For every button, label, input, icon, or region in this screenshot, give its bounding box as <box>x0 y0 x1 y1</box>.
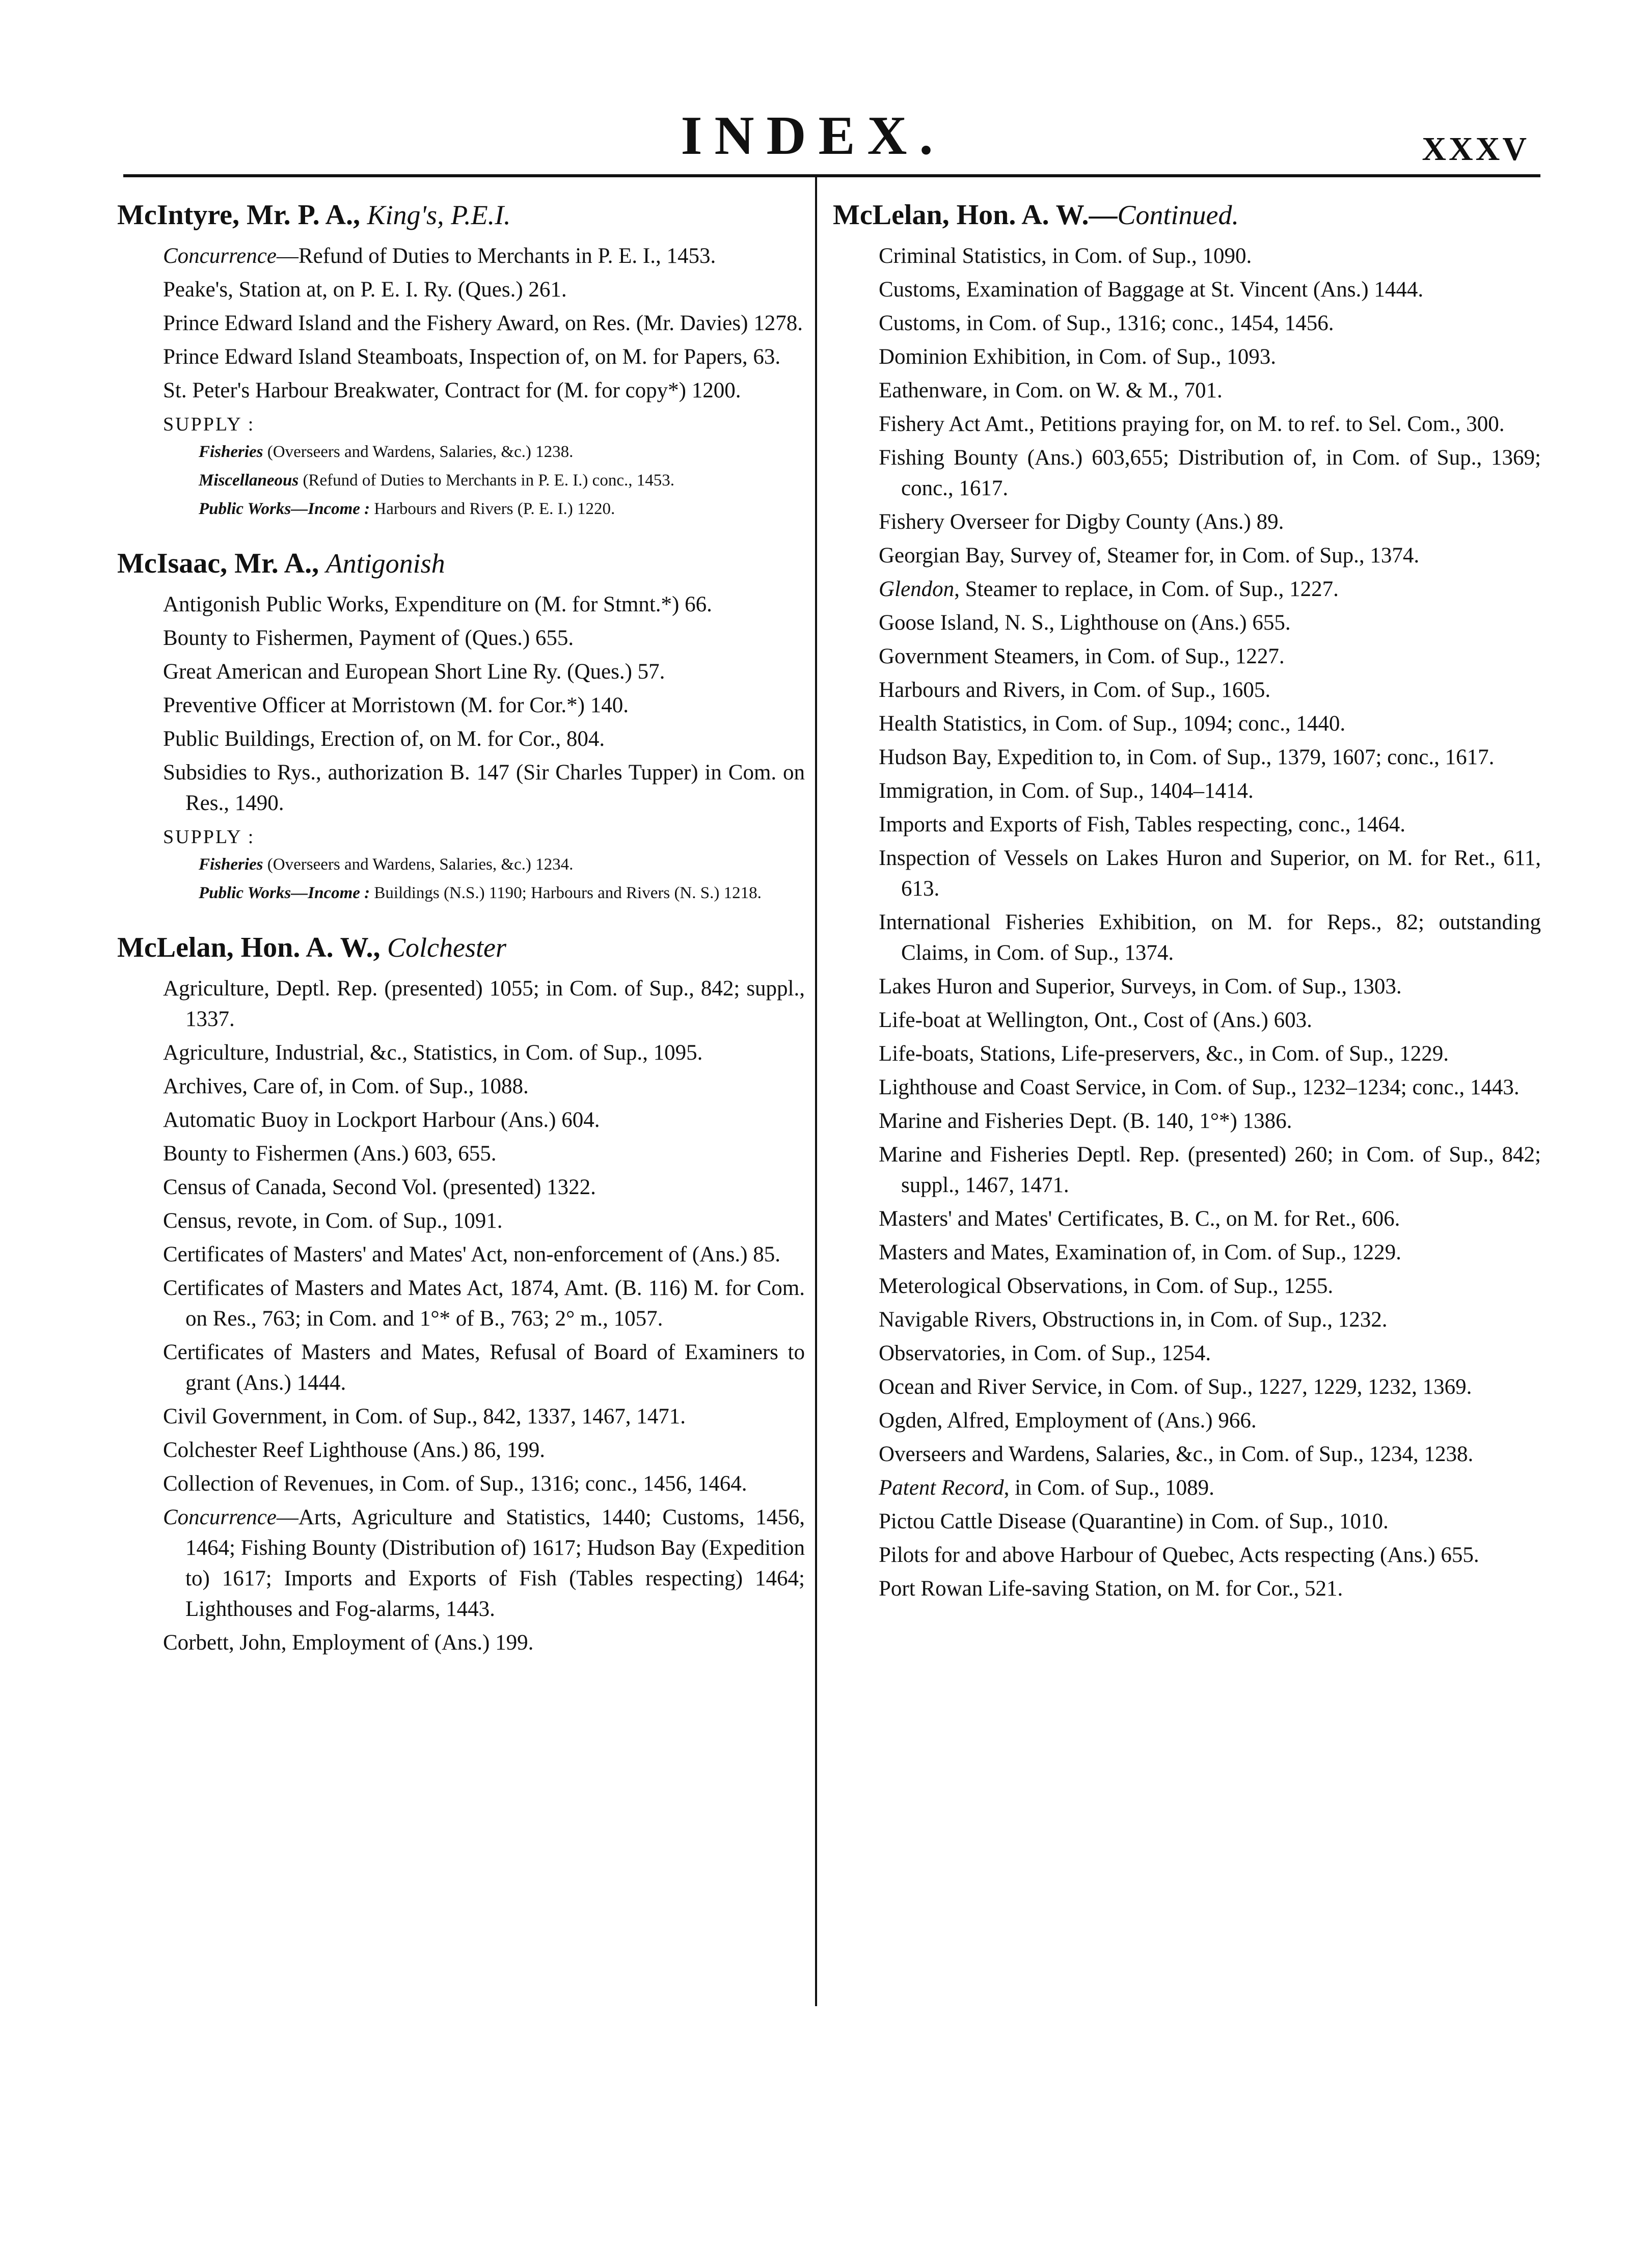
index-entry <box>855 809 1541 840</box>
entry-text: Subsidies to Rys., authorization B. 147 (Sir Charles Tupper) in Com. on Res., 1490. <box>163 761 805 815</box>
index-entry <box>140 657 805 687</box>
member-block-mcisaac <box>117 545 805 905</box>
entry-text: Masters and Mates, Examination of, in Com. of Sup., 1229. <box>879 1240 1401 1264</box>
continued-label: Continued. <box>1117 200 1239 230</box>
supply-category: Fisheries <box>199 443 263 461</box>
supply-heading: SUPPLY : <box>163 414 255 435</box>
entry-text: Bounty to Fishermen (Ans.) 603, 655. <box>163 1142 497 1166</box>
member-riding: Colchester <box>387 932 506 963</box>
supply-text: Harbours and Rivers (P. E. I.) 1220. <box>370 500 615 518</box>
index-entry <box>140 1502 805 1625</box>
member-block-mcintyre <box>117 196 805 521</box>
index-entry <box>855 742 1541 773</box>
entry-text: Colchester Reef Lighthouse (Ans.) 86, 199. <box>163 1438 545 1462</box>
member-heading-continued <box>833 196 1541 234</box>
member-name: McLelan, Hon. A. W., <box>117 932 381 963</box>
supply-category: Fisheries <box>199 855 263 874</box>
entry-text: Agriculture, Deptl. Rep. (presented) 1055; in Com. of Sup., 842; suppl., 1337. <box>163 977 805 1031</box>
entry-text: Dominion Exhibition, in Com. of Sup., 1093. <box>879 345 1277 369</box>
column-divider <box>815 177 817 2006</box>
entry-text: Inspection of Vessels on Lakes Huron and Superior, on M. for Ret., 611, 613. <box>879 846 1541 901</box>
entry-text: Fishery Act Amt., Petitions praying for, on M. to ref. to Sel. Com., 300. <box>879 412 1505 436</box>
entry-text: Harbours and Rivers, in Com. of Sup., 1605. <box>879 678 1271 702</box>
index-entry <box>855 776 1541 806</box>
index-entry <box>140 1628 805 1658</box>
supply-heading: SUPPLY : <box>163 826 255 848</box>
index-entry <box>140 1139 805 1169</box>
member-name: McIntyre, Mr. P. A., <box>117 199 360 231</box>
entry-text: Civil Government, in Com. of Sup., 842, 1337, 1467, 1471. <box>163 1405 686 1428</box>
index-entry <box>855 342 1541 372</box>
index-entry <box>855 1005 1541 1036</box>
index-entry <box>855 1271 1541 1302</box>
entry-text: —Refund of Duties to Merchants in P. E. I., 1453. <box>276 244 716 268</box>
entry-text: Prince Edward Island Steamboats, Inspection of, on M. for Papers, 63. <box>163 345 781 369</box>
entry-text: Pilots for and above Harbour of Quebec, Acts respecting (Ans.) 655. <box>879 1543 1479 1567</box>
entry-list <box>833 241 1541 1604</box>
index-entry <box>855 1140 1541 1201</box>
entry-text: —Arts, Agriculture and Statistics, 1440; Customs, 1456, 1464; Fishing Bounty (Distribution of) 1617; Hudson Bay (Expedition to) 1617; Imports and Exports of Fish (Tables respecting) 1464; Lighthouses and Fog-alarms, 1443. <box>185 1505 805 1621</box>
entry-text: Hudson Bay, Expedition to, in Com. of Sup., 1379, 1607; conc., 1617. <box>879 745 1495 769</box>
index-entry <box>855 1473 1541 1503</box>
index-entry <box>855 1106 1541 1137</box>
supply-item <box>140 468 805 493</box>
index-entry <box>140 758 805 819</box>
entry-text: Health Statistics, in Com. of Sup., 1094; conc., 1440. <box>879 712 1346 736</box>
index-entry <box>855 443 1541 504</box>
supply-text: Buildings (N.S.) 1190; Harbours and Rivers (N. S.) 1218. <box>370 884 762 902</box>
entry-label: Patent Record <box>879 1476 1004 1500</box>
supply-item <box>140 881 805 905</box>
entry-text: Prince Edward Island and the Fishery Award, on Res. (Mr. Davies) 1278. <box>163 311 803 335</box>
entry-text: Overseers and Wardens, Salaries, &c., in Com. of Sup., 1234, 1238. <box>879 1442 1474 1466</box>
supply-text: (Overseers and Wardens, Salaries, &c.) 1234. <box>263 855 574 874</box>
entry-text: Customs, in Com. of Sup., 1316; conc., 1454, 1456. <box>879 311 1334 335</box>
index-entry <box>855 907 1541 968</box>
member-heading <box>117 196 805 234</box>
entry-text: Criminal Statistics, in Com. of Sup., 1090. <box>879 244 1252 268</box>
index-entry <box>140 1469 805 1499</box>
supply-text: (Overseers and Wardens, Salaries, &c.) 1238. <box>263 443 574 461</box>
entry-text: Lakes Huron and Superior, Surveys, in Com. of Sup., 1303. <box>879 975 1402 998</box>
entry-text: Certificates of Masters' and Mates' Act, non-enforcement of (Ans.) 85. <box>163 1243 780 1266</box>
index-entry <box>140 275 805 305</box>
entry-text: Fishing Bounty (Ans.) 603,655; Distribution of, in Com. of Sup., 1369; conc., 1617. <box>879 446 1541 500</box>
entry-text: Collection of Revenues, in Com. of Sup., 1316; conc., 1456, 1464. <box>163 1472 747 1496</box>
index-entry <box>855 541 1541 571</box>
index-entry <box>855 1406 1541 1436</box>
entry-text: Customs, Examination of Baggage at St. Vincent (Ans.) 1444. <box>879 278 1424 302</box>
supply-item <box>140 852 805 877</box>
entry-text: Fishery Overseer for Digby County (Ans.) 89. <box>879 510 1284 534</box>
entry-text: Census, revote, in Com. of Sup., 1091. <box>163 1209 503 1233</box>
entry-list <box>117 241 805 521</box>
index-entry <box>855 409 1541 440</box>
entry-label: Concurrence <box>163 1505 277 1529</box>
member-riding: Antigonish <box>326 548 445 579</box>
supply-text: (Refund of Duties to Merchants in P. E. I.) conc., 1453. <box>299 471 674 490</box>
entry-text: Lighthouse and Coast Service, in Com. of Sup., 1232–1234; conc., 1443. <box>879 1075 1520 1099</box>
index-entry <box>855 1439 1541 1470</box>
entry-text: Ocean and River Service, in Com. of Sup., 1227, 1229, 1232, 1369. <box>879 1375 1472 1399</box>
left-column <box>117 196 805 1682</box>
member-block-mclelan <box>117 929 805 1658</box>
index-entry <box>855 675 1541 706</box>
index-entry <box>140 690 805 721</box>
index-entry <box>140 308 805 339</box>
entry-text: Public Buildings, Erection of, on M. for Cor., 804. <box>163 727 605 751</box>
index-entry <box>140 1273 805 1334</box>
index-entry <box>855 375 1541 406</box>
index-entry <box>140 1337 805 1398</box>
index-entry <box>140 1435 805 1466</box>
entry-text: Marine and Fisheries Deptl. Rep. (presented) 260; in Com. of Sup., 842; suppl., 1467, 1471. <box>879 1143 1541 1197</box>
index-entry <box>140 1239 805 1270</box>
index-entry <box>140 1105 805 1136</box>
member-heading <box>117 545 805 582</box>
index-entry <box>855 709 1541 739</box>
index-entry <box>140 1071 805 1102</box>
index-entry <box>140 342 805 372</box>
index-entry <box>140 589 805 620</box>
entry-text: Marine and Fisheries Dept. (B. 140, 1°*) 1386. <box>879 1109 1292 1133</box>
index-entry <box>855 275 1541 305</box>
index-entry <box>855 641 1541 672</box>
entry-text: Antigonish Public Works, Expenditure on (M. for Stmnt.*) 66. <box>163 592 712 616</box>
index-entry <box>855 1574 1541 1604</box>
entry-text: Certificates of Masters and Mates, Refusal of Board of Examiners to grant (Ans.) 1444. <box>163 1340 805 1395</box>
entry-text: Peake's, Station at, on P. E. I. Ry. (Ques.) 261. <box>163 278 567 302</box>
header-rule <box>123 174 1540 177</box>
index-entry <box>855 1072 1541 1103</box>
entry-text: Archives, Care of, in Com. of Sup., 1088. <box>163 1074 529 1098</box>
entry-text: Life-boats, Stations, Life-preservers, &c., in Com. of Sup., 1229. <box>879 1042 1449 1066</box>
entry-text: Great American and European Short Line Ry. (Ques.) 57. <box>163 660 665 684</box>
entry-text: Government Steamers, in Com. of Sup., 1227. <box>879 644 1285 668</box>
right-column <box>833 196 1541 1625</box>
index-entry <box>855 241 1541 272</box>
index-entry <box>855 971 1541 1002</box>
entry-text: Navigable Rivers, Obstructions in, in Com. of Sup., 1232. <box>879 1308 1388 1332</box>
supply-item <box>140 497 805 521</box>
index-entry <box>140 1172 805 1203</box>
entry-text: Bounty to Fishermen, Payment of (Ques.) 655. <box>163 626 574 650</box>
entry-text: Automatic Buoy in Lockport Harbour (Ans.) 604. <box>163 1108 600 1132</box>
entry-text: Pictou Cattle Disease (Quarantine) in Com. of Sup., 1010. <box>879 1509 1389 1533</box>
entry-text: Census of Canada, Second Vol. (presented) 1322. <box>163 1175 596 1199</box>
index-entry <box>140 241 805 272</box>
index-entry <box>855 507 1541 537</box>
entry-text: Meterological Observations, in Com. of Sup., 1255. <box>879 1274 1334 1298</box>
entry-label: Concurrence <box>163 244 277 268</box>
index-entry <box>140 623 805 654</box>
supply-category: Public Works—Income : <box>199 884 370 902</box>
entry-text: Masters' and Mates' Certificates, B. C., on M. for Ret., 606. <box>879 1207 1400 1231</box>
entry-text: Immigration, in Com. of Sup., 1404–1414. <box>879 779 1254 803</box>
entry-text: , in Com. of Sup., 1089. <box>1004 1476 1214 1500</box>
page-number: XXXV <box>1422 130 1529 168</box>
entry-list <box>117 974 805 1658</box>
index-entry <box>855 1039 1541 1069</box>
member-name: McIsaac, Mr. A., <box>117 548 319 579</box>
index-entry <box>855 1305 1541 1335</box>
index-entry <box>855 1372 1541 1402</box>
entry-text: International Fisheries Exhibition, on M. for Reps., 82; outstanding Claims, in Com. of Sup., 1374. <box>879 910 1541 965</box>
index-entry <box>140 375 805 406</box>
index-entry <box>140 1206 805 1236</box>
supply-category: Public Works—Income : <box>199 500 370 518</box>
index-entry <box>855 843 1541 904</box>
entry-text: Corbett, John, Employment of (Ans.) 199. <box>163 1631 534 1655</box>
entry-text: Life-boat at Wellington, Ont., Cost of (Ans.) 603. <box>879 1008 1312 1032</box>
index-entry <box>855 308 1541 339</box>
entry-list <box>117 589 805 905</box>
entry-text: Imports and Exports of Fish, Tables respecting, conc., 1464. <box>879 813 1405 836</box>
entry-text: Ogden, Alfred, Employment of (Ans.) 966. <box>879 1409 1257 1433</box>
entry-text: Certificates of Masters and Mates Act, 1874, Amt. (B. 116) M. for Com. on Res., 763; in Com. and 1°* of B., 763; 2° m., 1057. <box>163 1276 805 1331</box>
member-name: McLelan, Hon. A. W.— <box>833 199 1118 231</box>
index-entry <box>140 1401 805 1432</box>
index-entry <box>855 1338 1541 1369</box>
entry-text: Eathenware, in Com. on W. & M., 701. <box>879 379 1223 402</box>
entry-text: Port Rowan Life-saving Station, on M. for Cor., 521. <box>879 1577 1343 1601</box>
entry-text: Agriculture, Industrial, &c., Statistics, in Com. of Sup., 1095. <box>163 1041 703 1065</box>
index-entry <box>855 608 1541 638</box>
index-entry <box>140 1038 805 1068</box>
entry-text: St. Peter's Harbour Breakwater, Contract for (M. for copy*) 1200. <box>163 379 741 402</box>
entry-text: , Steamer to replace, in Com. of Sup., 1227. <box>954 577 1339 601</box>
index-entry <box>855 1506 1541 1537</box>
index-entry <box>855 1204 1541 1234</box>
index-entry <box>855 1237 1541 1268</box>
entry-text: Preventive Officer at Morristown (M. for Cor.*) 140. <box>163 693 629 717</box>
index-entry <box>855 1540 1541 1571</box>
entry-text: Georgian Bay, Survey of, Steamer for, in Com. of Sup., 1374. <box>879 544 1420 568</box>
supply-category: Miscellaneous <box>199 471 299 490</box>
entry-label: Glendon <box>879 577 955 601</box>
entry-text: Goose Island, N. S., Lighthouse on (Ans.) 655. <box>879 611 1291 635</box>
supply-item <box>140 440 805 464</box>
member-heading <box>117 929 805 966</box>
index-entry <box>140 974 805 1035</box>
index-entry <box>855 574 1541 605</box>
entry-text: Observatories, in Com. of Sup., 1254. <box>879 1341 1211 1365</box>
index-entry <box>140 724 805 754</box>
page-title: INDEX. <box>681 105 945 166</box>
member-riding: King's, P.E.I. <box>367 200 511 230</box>
